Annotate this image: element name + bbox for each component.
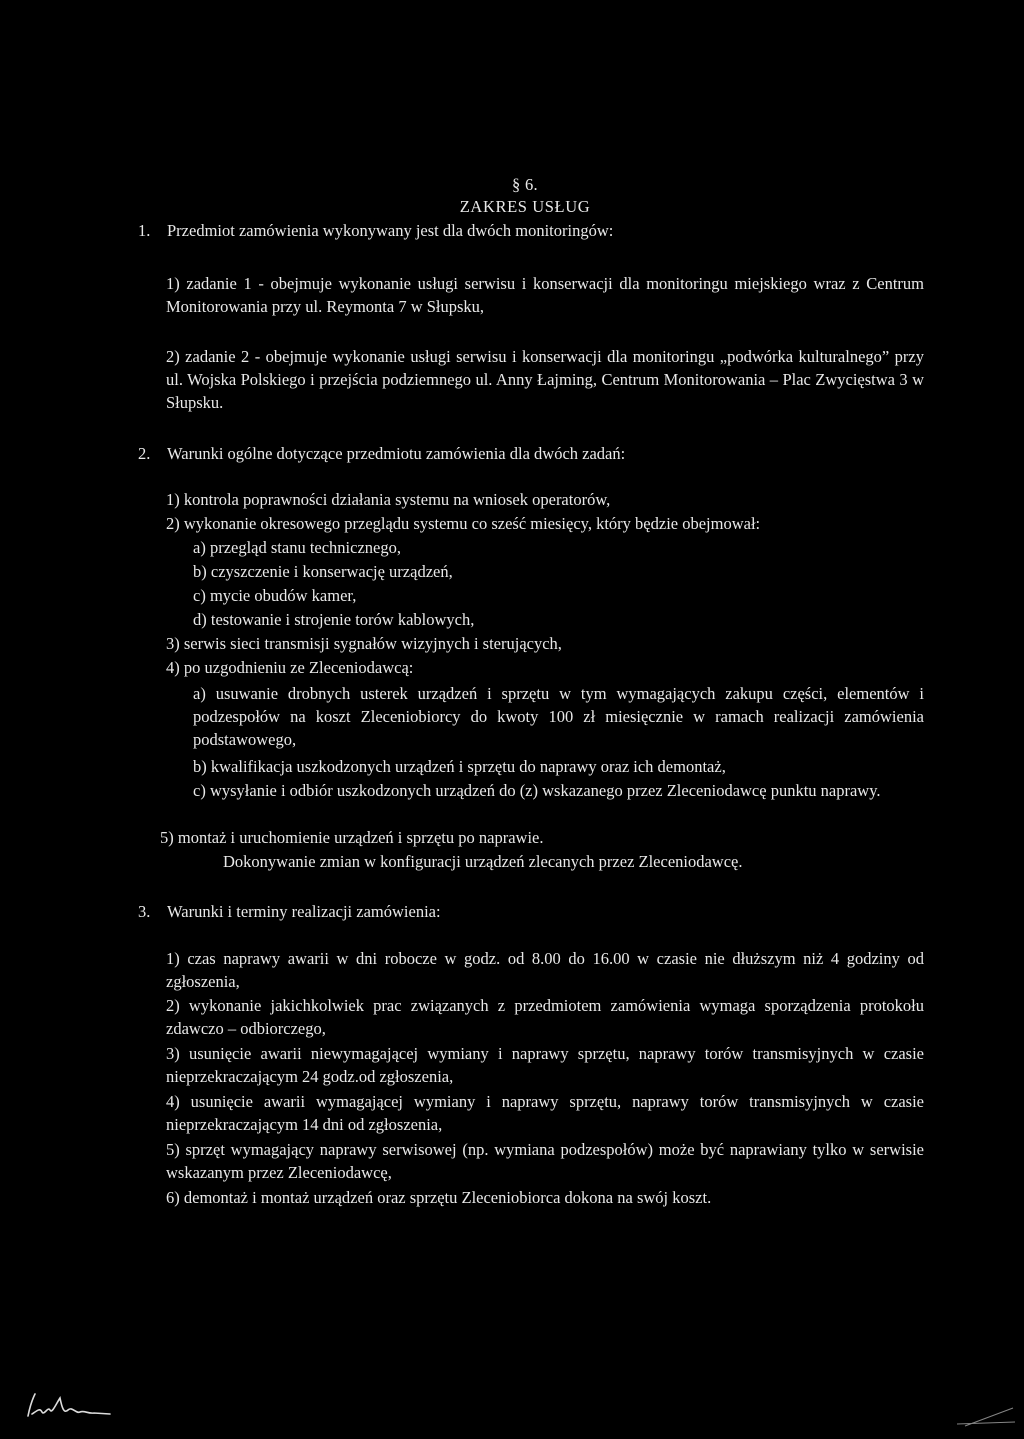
section-3-item-3: 3) usunięcie awarii niewymagającej wymiany i naprawy sprzętu, naprawy torów transmisyjnych w czasie nieprzekraczającym 24 godz.od zgłoszenia, [166,1044,924,1086]
section-2-item-4-sub-a: a) usuwanie drobnych usterek urządzeń i sprzętu w tym wymagających zakupu części, elementów i podzespołów na koszt Zleceniobiorcy do kwoty 100 zł miesięcznie w ramach realizacji zamówienia podstawowego, [193,684,924,749]
section-2-heading: Warunki ogólne dotyczące przedmiotu zamówienia dla dwóch zadań: [167,444,626,463]
section-3-number: 3. [138,902,151,921]
section-2-number: 2. [138,444,151,463]
section-2-item-4: 4) po uzgodnieniu ze Zleceniodawcą: [166,658,414,677]
section-2-item-3: 3) serwis sieci transmisji sygnałów wizyjnych i sterujących, [166,634,562,653]
section-1-item-2: 2) zadanie 2 - obejmuje wykonanie usługi serwisu i konserwacji dla monitoringu „podwórka kulturalnego” przy ul. Wojska Polskiego i przejścia podziemnego ul. Anny Łajming, Centrum Monitorowania – Plac Zwycięstwa 3 w Słupsku. [166,347,924,412]
paragraph-mark: § 6. [512,175,538,194]
section-2-item-1: 1) kontrola poprawności działania systemu na wniosek operatorów, [166,490,611,509]
section-3-item-4: 4) usunięcie awarii wymagającej wymiany i naprawy sprzętu, naprawy torów transmisyjnych w czasie nieprzekraczającym 14 dni od zgłoszenia, [166,1092,924,1134]
section-2-item-2: 2) wykonanie okresowego przeglądu systemu co sześć miesięcy, który będzie obejmował: [166,514,761,533]
handwritten-signature [24,1388,114,1422]
section-1-number: 1. [138,221,151,240]
section-3-heading: Warunki i terminy realizacji zamówienia: [167,902,441,921]
section-2-item-4-sub-c: c) wysyłanie i odbiór uszkodzonych urządzeń do (z) wskazanego przez Zleceniodawcę punktu naprawy. [193,781,881,800]
section-1-heading: Przedmiot zamówienia wykonywany jest dla dwóch monitoringów: [167,221,614,240]
section-3-item-1: 1) czas naprawy awarii w dni robocze w godz. od 8.00 do 16.00 w czasie nie dłuższym niż 4 godziny od zgłoszenia, [166,949,924,991]
section-1-item-1: 1) zadanie 1 - obejmuje wykonanie usługi serwisu i konserwacji dla monitoringu miejskiego wraz z Centrum Monitorowania przy ul. Reymonta 7 w Słupsku, [166,274,924,316]
section-2-item-2-sub-b: b) czyszczenie i konserwację urządzeń, [193,562,453,581]
section-2-note: Dokonywanie zmian w konfiguracji urządzeń zlecanych przez Zleceniodawcę. [223,852,743,871]
section-2-item-2-sub-d: d) testowanie i strojenie torów kablowych, [193,610,475,629]
section-2-item-2-sub-c: c) mycie obudów kamer, [193,586,357,605]
section-2-item-5: 5) montaż i uruchomienie urządzeń i sprzętu po naprawie. [160,828,544,847]
section-3-item-6: 6) demontaż i montaż urządzeń oraz sprzętu Zleceniobiorca dokona na swój koszt. [166,1188,712,1207]
section-title: ZAKRES USŁUG [459,197,591,216]
section-2-item-4-sub-b: b) kwalifikacja uszkodzonych urządzeń i sprzętu do naprawy oraz ich demontaż, [193,757,726,776]
section-3-item-2: 2) wykonanie jakichkolwiek prac związanych z przedmiotem zamówienia wymaga sporządzenia protokołu zdawczo – odbiorczego, [166,996,924,1038]
section-2-item-2-sub-a: a) przegląd stanu technicznego, [193,538,401,557]
scan-edge-mark [955,1402,1017,1428]
section-3-item-5: 5) sprzęt wymagający naprawy serwisowej (np. wymiana podzespołów) może być naprawiany tylko w serwisie wskazanym przez Zleceniodawcę, [166,1140,924,1182]
